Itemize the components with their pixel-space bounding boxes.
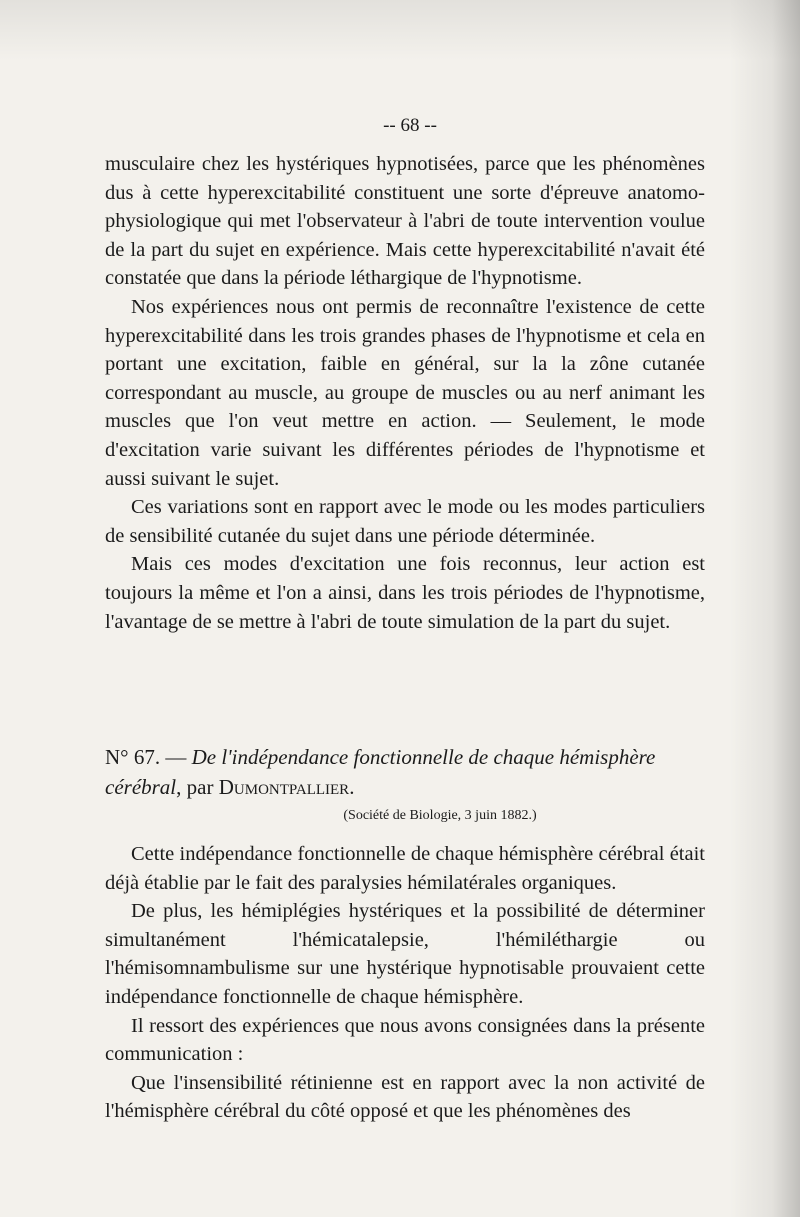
page-shadow-top bbox=[0, 0, 800, 60]
body-text-bottom bbox=[105, 840, 705, 1126]
paragraph-5: Cette indépendance fonctionnelle de chaque hémisphère cérébral était déjà établie par le fait des paralysies hémilatérales organiques. bbox=[105, 843, 705, 894]
paragraph-2: Nos expériences nous ont permis de reconnaître l'existence de cette hyperexcitabilité dans les trois grandes phases de l'hypnotisme et cela en portant une excitation, faible en général, sur la la zône cutanée correspondant au muscle, au groupe de muscles ou au nerf animant les muscles que l'on veut mettre en action. — Seulement, le mode d'excitation varie suivant les différentes périodes de l'hypnotisme et aussi suivant le sujet. bbox=[105, 295, 705, 490]
paragraph-1: musculaire chez les hystériques hypnotisées, parce que les phénomènes dus à cette hyperexcitabilité constituent une sorte d'épreuve anatomo-physiologique qui met l'observateur à l'abri de toute intervention voulue de la part du sujet en expérience. Mais cette hyperexcitabilité n'avait été constatée que dans la période léthargique de l'hypnotisme. bbox=[105, 153, 705, 290]
section-end: . bbox=[349, 775, 355, 799]
section-by: , par bbox=[176, 775, 219, 799]
section-number: N° 67. — bbox=[105, 745, 192, 769]
paragraph-6: De plus, les hémiplégies hystériques et la possibilité de déterminer simultanément l'hémicatalepsie, l'hémiléthargie ou l'hémisomnambulisme sur une hystérique hypnotisable prouvaient cette indépendance fonctionnelle de chaque hémisphère. bbox=[105, 900, 705, 1008]
paragraph-3: Ces variations sont en rapport avec le mode ou les modes particuliers de sensibilité cutanée du sujet dans une période déterminée. bbox=[105, 496, 705, 547]
section-heading bbox=[105, 742, 705, 802]
body-text-top bbox=[105, 150, 705, 636]
section-author: Dumontpallier bbox=[218, 775, 350, 799]
paragraph-4: Mais ces modes d'excitation une fois reconnus, leur action est toujours la même et l'on a ainsi, dans les trois périodes de l'hypnotisme, l'avantage de se mettre à l'abri de toute simulation de la part du sujet. bbox=[105, 553, 705, 633]
paragraph-8: Que l'insensibilité rétinienne est en rapport avec la non activité de l'hémisphère cérébral du côté opposé et que les phénomènes des bbox=[105, 1071, 705, 1123]
paragraph-7: Il ressort des expériences que nous avons consignées dans la présente communication : bbox=[105, 1014, 705, 1066]
section-title: De l'indépendance fonctionnelle de chaque hémisphère cérébral bbox=[105, 745, 656, 799]
page-number: -- 68 -- bbox=[383, 115, 437, 136]
page-shadow-right bbox=[730, 0, 800, 1217]
section-citation: (Société de Biologie, 3 juin 1882.) bbox=[343, 808, 537, 823]
